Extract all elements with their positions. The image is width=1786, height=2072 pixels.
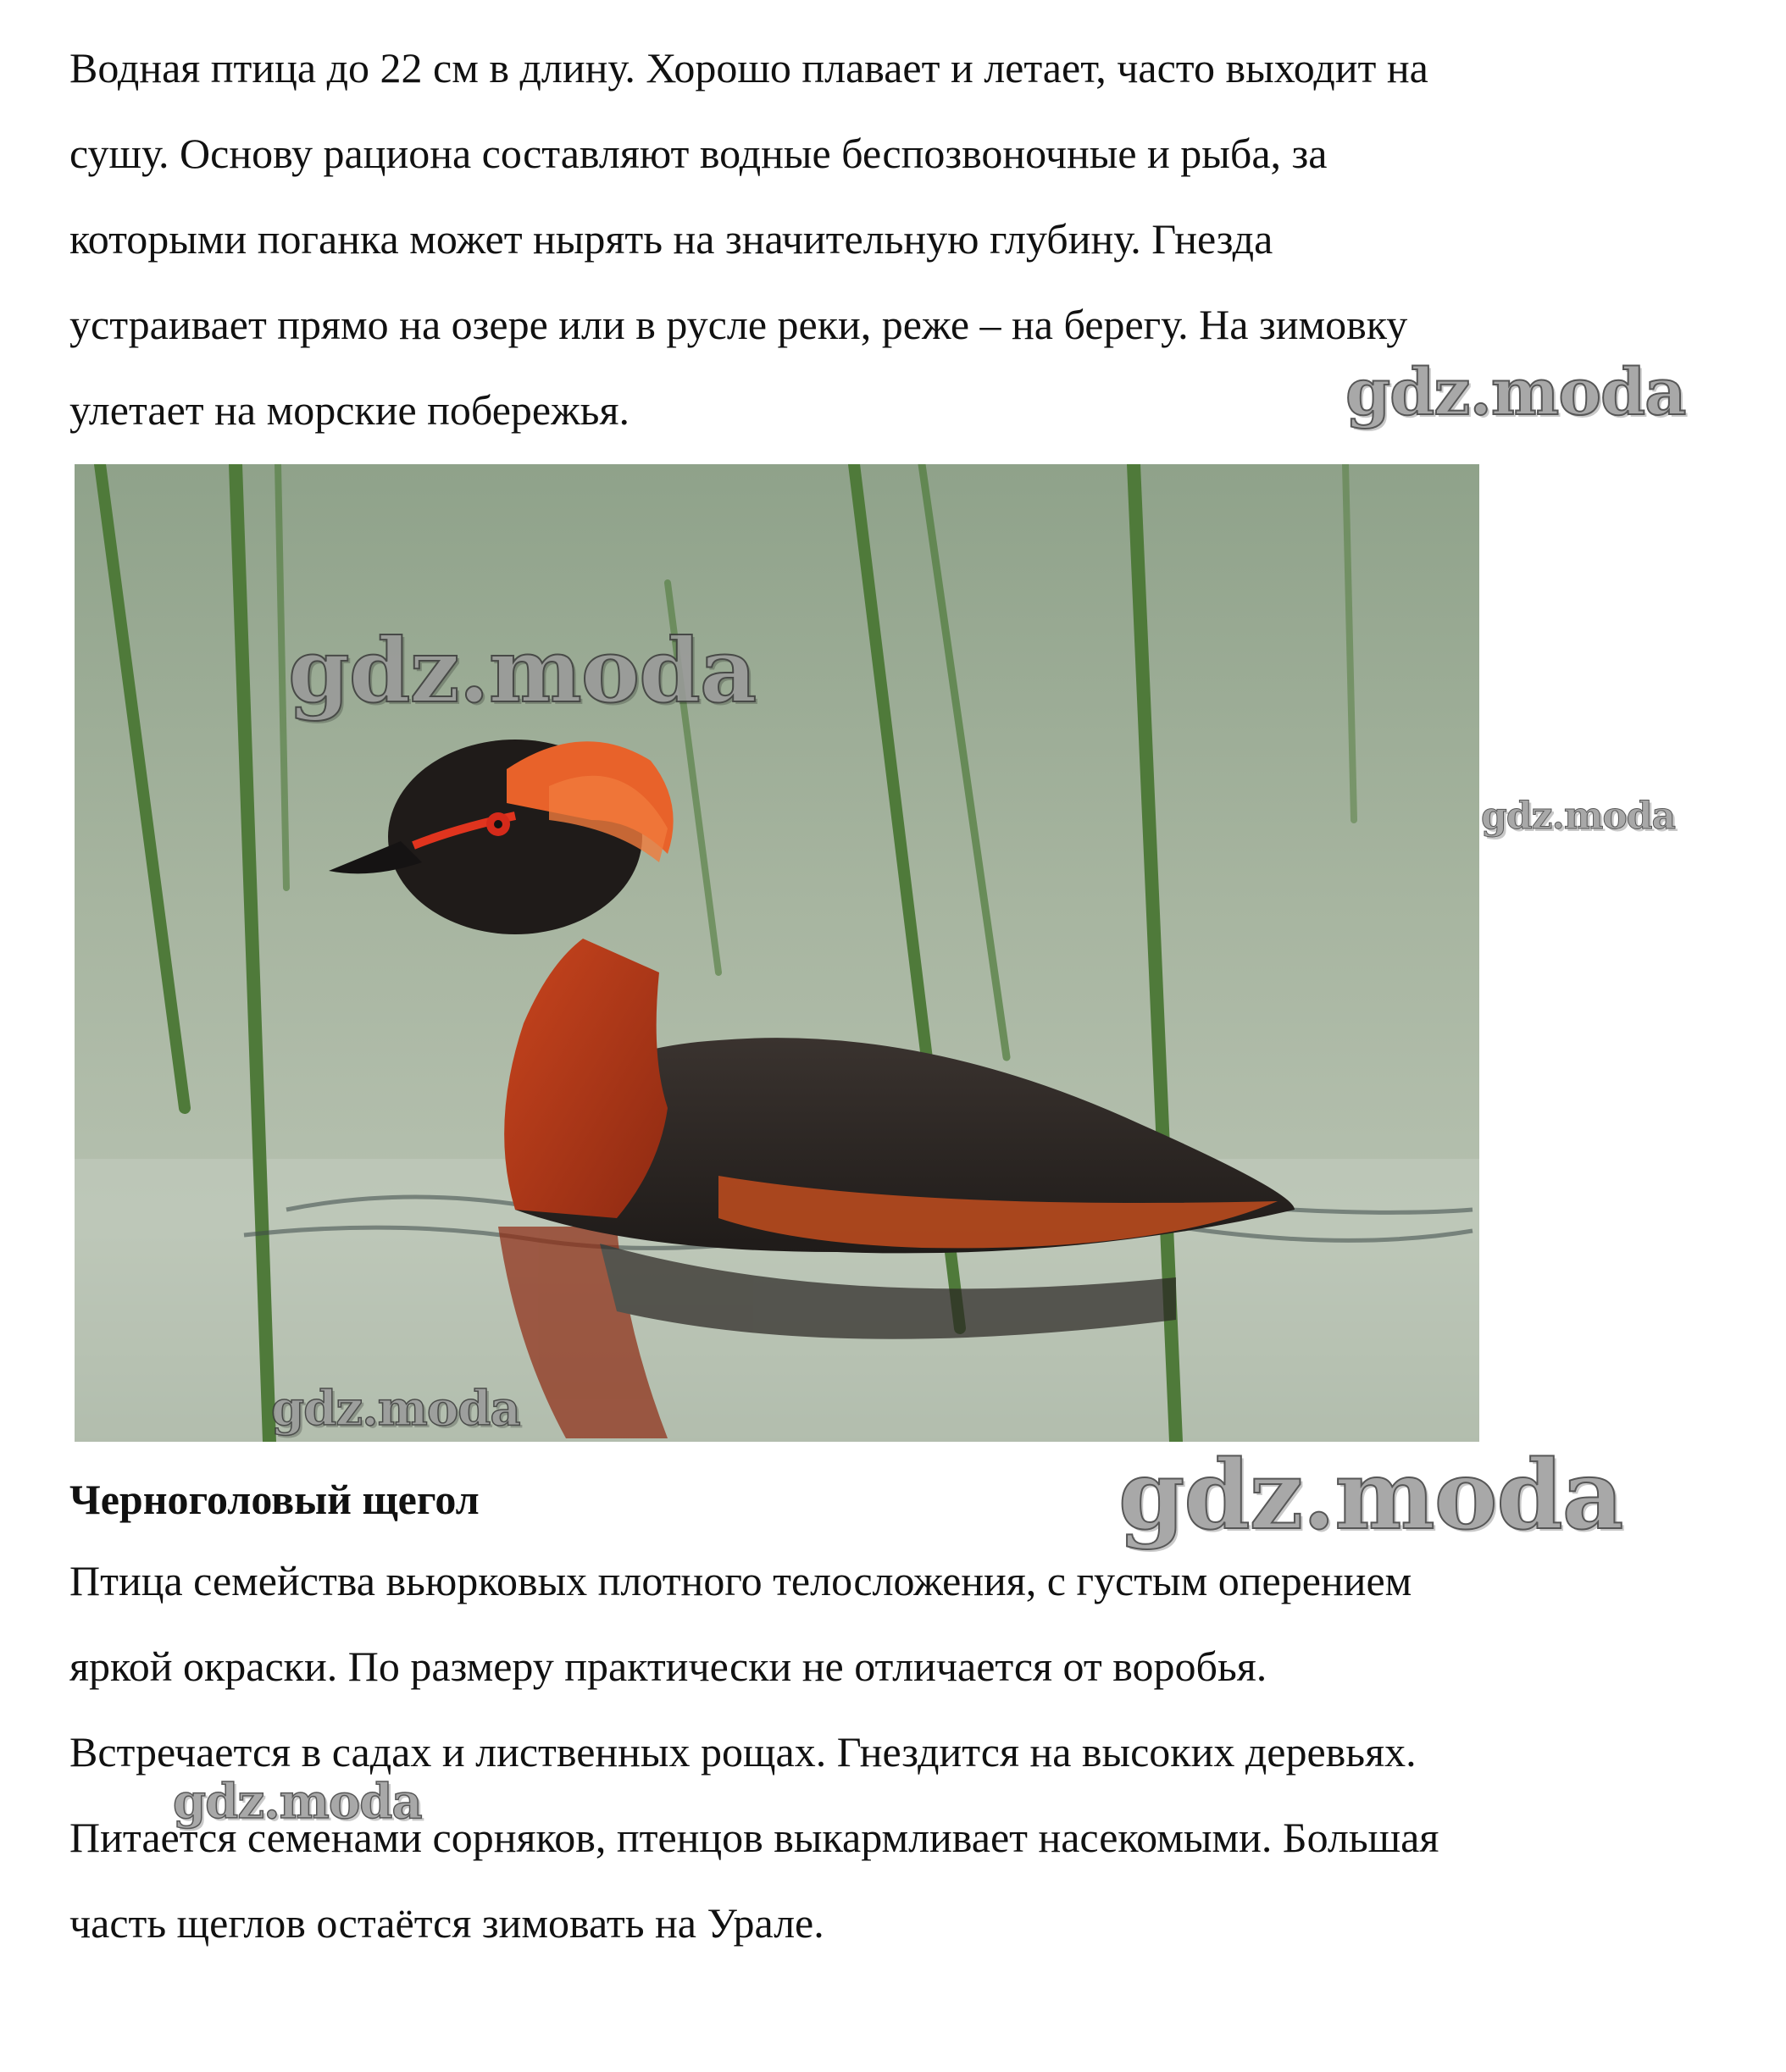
- watermark: gdz.moda: [1481, 795, 1676, 838]
- watermark: gdz.moda: [1118, 1440, 1623, 1551]
- goldfinch-line: Питается семенами сорняков, птенцов выкармливает насекомыми. Большая: [69, 1814, 1439, 1861]
- intro-line: улетает на морские побережья.: [69, 386, 630, 434]
- intro-line: сушу. Основу рациона составляют водные беспозвоночные и рыба, за: [69, 130, 1328, 177]
- grebe-photo: [75, 464, 1479, 1442]
- intro-line: устраивает прямо на озере или в русле реки, реже – на берегу. На зимовку: [69, 301, 1408, 348]
- intro-line: которыми поганка может нырять на значительную глубину. Гнезда: [69, 215, 1273, 263]
- goldfinch-line: Птица семейства вьюрковых плотного телосложения, с густым оперением: [69, 1557, 1412, 1604]
- section-heading: Черноголовый щегол: [69, 1476, 480, 1523]
- goldfinch-line: яркой окраски. По размеру практически не отличается от воробья.: [69, 1643, 1267, 1690]
- intro-line: Водная птица до 22 см в длину. Хорошо плавает и летает, часто выходит на: [69, 44, 1428, 91]
- goldfinch-line: Встречается в садах и лиственных рощах. Гнездится на высоких деревьях.: [69, 1728, 1417, 1776]
- goldfinch-line: часть щеглов остаётся зимовать на Урале.: [69, 1899, 824, 1947]
- watermark: gdz.moda: [1345, 354, 1686, 429]
- watermark: gdz.moda: [288, 618, 757, 723]
- watermark: gdz.moda: [173, 1774, 422, 1830]
- intro-paragraph: [69, 25, 1428, 453]
- grebe-photo-illustration: [75, 464, 1479, 1442]
- watermark: gdz.moda: [271, 1381, 520, 1437]
- goldfinch-paragraph: [69, 1538, 1439, 1966]
